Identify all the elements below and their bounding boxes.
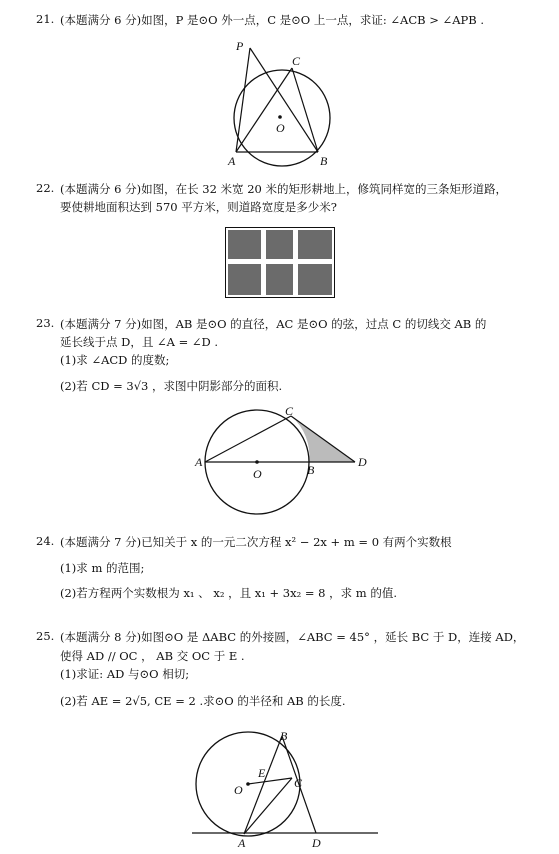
q25-center-dot (246, 782, 250, 786)
q23-line-2: 延长线于点 D，且 ∠A = ∠D . (60, 335, 219, 349)
q23-center-dot (255, 460, 259, 464)
q22-plot (228, 230, 261, 259)
q22-line-2: 要使耕地面积达到 570 平方米，则道路宽度是多少米? (60, 200, 337, 214)
q21-label-P: P (236, 39, 244, 53)
q23-label-A: A (195, 455, 203, 469)
q22-plot (266, 264, 293, 295)
q25-label-C: C (294, 776, 303, 790)
q25-line-AC (244, 778, 292, 834)
q23-line-AC (205, 416, 291, 462)
q23-line-1: (本题满分 7 分)如图，AB 是⊙O 的直径，AC 是⊙O 的弦，过点 C 的切线交 AB 的 (60, 317, 487, 331)
q23-figure (193, 404, 373, 516)
q24-number: 24. (36, 534, 55, 548)
q25-figure (190, 728, 380, 850)
q22-line-1: (本题满分 6 分)如图，在长 32 米宽 20 米的矩形耕地上，修筑同样宽的三条矩形道路， (60, 182, 507, 196)
q21-figure (222, 38, 342, 170)
q25-label-O: O (234, 783, 243, 797)
q25-label-E: E (258, 766, 266, 780)
q24-line-3: (2)若方程两个实数根为 x₁ 、 x₂ ，且 x₁ + 3x₂ = 8 ，求 m 的值. (60, 586, 398, 600)
q21-label-B: B (320, 154, 328, 168)
q21-text: (本题满分 6 分)如图，P 是⊙O 外一点，C 是⊙O 上一点，求证: ∠ACB > ∠APB . (60, 13, 484, 27)
q23-label-D: D (358, 455, 367, 469)
q24-line-2: (1)求 m 的范围; (60, 561, 145, 575)
q22-number: 22. (36, 181, 55, 195)
q21-line-CA (236, 68, 292, 152)
q21-label-A: A (228, 154, 236, 168)
q21-label-O: O (276, 121, 285, 135)
q22-plot (228, 264, 261, 295)
q25-line-2: 使得 AD // OC ， AB 交 OC 于 E . (60, 649, 245, 663)
q23-line-3: (1)求 ∠ACD 的度数; (60, 353, 170, 367)
q21-line-CB (292, 68, 318, 152)
q25-line-4: (2)若 AE = 2√5, CE = 2 .求⊙O 的半径和 AB 的长度. (60, 694, 346, 708)
q23-label-B: B (307, 463, 315, 477)
q25-number: 25. (36, 629, 55, 643)
q25-line-3: (1)求证: AD 与⊙O 相切; (60, 667, 190, 681)
q22-plot (298, 230, 332, 259)
q25-label-A: A (238, 836, 246, 850)
q25-line-OC (248, 778, 292, 784)
q25-line-1: (本题满分 8 分)如图⊙O 是 ΔABC 的外接圆，∠ABC = 45° ，延长 BC 于 D，连接 AD， (60, 630, 525, 644)
q21-number: 21. (36, 12, 55, 26)
q23-label-C: C (285, 404, 294, 418)
q21-label-C: C (292, 54, 301, 68)
q22-plot (266, 230, 293, 259)
q21-center-dot (278, 115, 282, 119)
q25-line-AB (244, 736, 282, 834)
q23-label-O: O (253, 467, 262, 481)
q23-number: 23. (36, 316, 55, 330)
q25-label-D: D (312, 836, 321, 850)
q21-line-PB (250, 48, 318, 152)
q22-figure (225, 227, 335, 299)
q22-plot (298, 264, 332, 295)
q24-line-1: (本题满分 7 分)已知关于 x 的一元二次方程 x² − 2x + m = 0 有两个实数根 (60, 535, 452, 549)
q23-line-4: (2)若 CD = 3√3 ，求图中阴影部分的面积. (60, 379, 283, 393)
q25-label-B: B (280, 729, 288, 743)
